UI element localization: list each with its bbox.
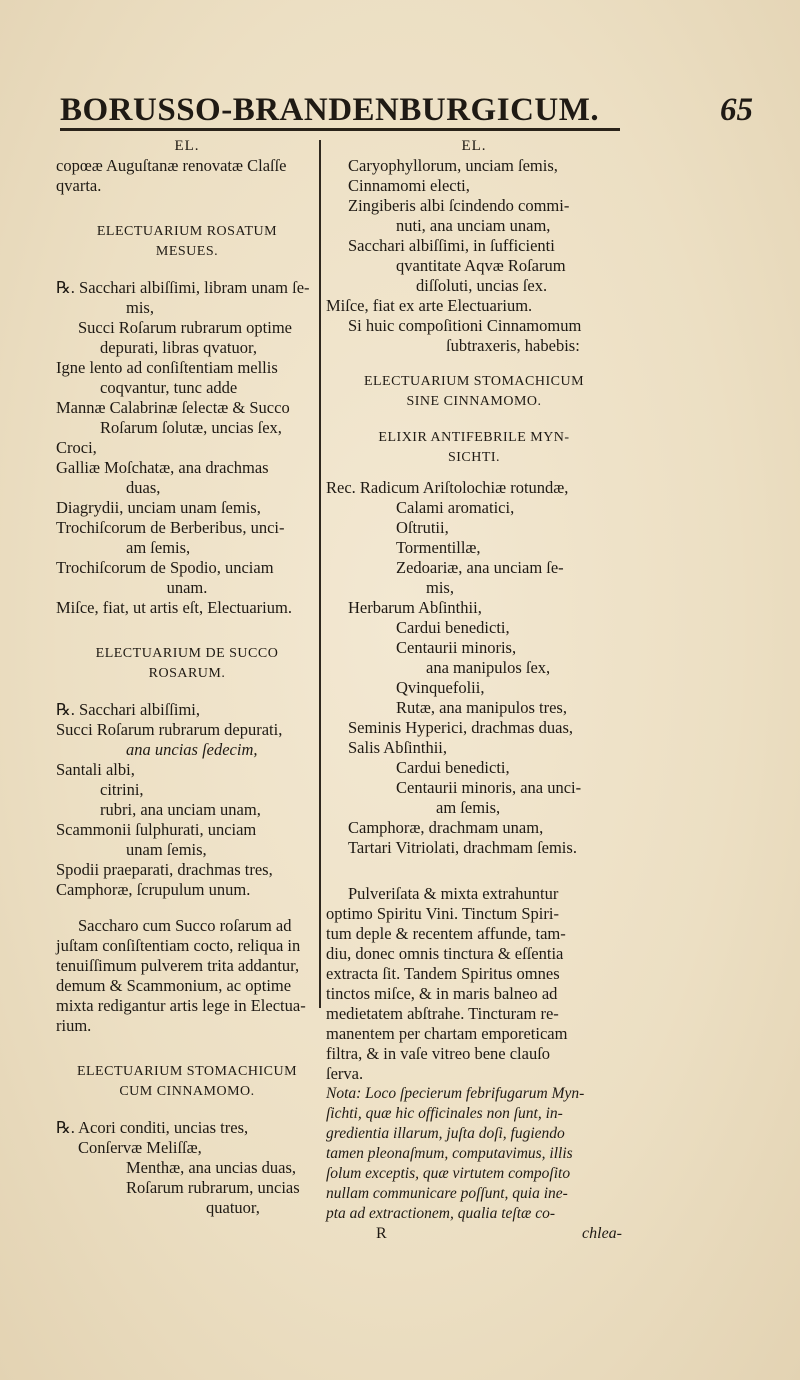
text-line: coqvantur, tunc adde (100, 378, 238, 397)
text-line: Galliæ Moſchatæ, ana drachmas (56, 458, 269, 477)
text-line: Igne lento ad conſiſtentiam mellis (56, 358, 278, 377)
column-head-right: EL. (461, 138, 487, 154)
text-line: Caryophyllorum, unciam ſemis, (348, 156, 558, 175)
text-line: Trochiſcorum de Spodio, unciam (56, 558, 274, 577)
text-line: demum & Scammonium, ac optime (56, 976, 292, 995)
running-head: BORUSSO-BRANDENBURGICUM. (60, 92, 600, 128)
text-line: mixta redigantur artis lege in Electua- (56, 996, 306, 1015)
text-line: mis, (426, 578, 454, 597)
text-line: citrini, (100, 780, 144, 799)
text-line: Cinnamomi electi, (348, 176, 470, 195)
text-line: medietatem abſtrahe. Tincturam re- (326, 1004, 559, 1023)
section-heading: ELECTUARIUM STOMACHICUM (363, 374, 585, 389)
text-line: ℞. Sacchari albiſſimi, (56, 700, 201, 719)
right-column (326, 136, 622, 1244)
text-line: Camphoræ, drachmam unam, (348, 818, 544, 837)
text-line: manentem per chartam emporeticam (326, 1024, 568, 1043)
text-line: Spodii praeparati, drachmas tres, (56, 860, 273, 879)
text-line: Roſarum ſolutæ, uncias ſex, (100, 418, 282, 437)
text-line: quatuor, (206, 1198, 260, 1217)
note-line: Nota: Loco ſpecierum febrifugarum Myn- (326, 1085, 585, 1102)
section-heading: ELIXIR ANTIFEBRILE MYN- (378, 430, 570, 445)
text-line: nuti, ana unciam unam, (396, 216, 551, 235)
text-line: Saccharo cum Succo roſarum ad (78, 916, 292, 935)
note-line: tamen pleonaſmum, computavimus, illis (326, 1145, 573, 1162)
text-line: Trochiſcorum de Berberibus, unci- (56, 518, 285, 537)
text-line: Diagrydii, unciam unam ſemis, (56, 498, 261, 517)
section-heading: SICHTI. (447, 450, 501, 465)
catchword: chlea- (582, 1225, 622, 1242)
text-line: Miſce, fiat ex arte Electuarium. (326, 296, 533, 315)
text-line: tinctos miſce, & in maris balneo ad (326, 984, 558, 1003)
text-line: ſerva. (326, 1064, 364, 1083)
section-heading: MESUES. (155, 244, 219, 259)
text-line: Mannæ Calabrinæ ſelectæ & Succo (56, 398, 290, 417)
section-heading: SINE CINNAMOMO. (406, 394, 542, 409)
text-line: Centaurii minoris, ana unci- (396, 778, 582, 797)
text-line: Zingiberis albi ſcindendo commi- (348, 196, 570, 215)
text-line: ℞. Acori conditi, uncias tres, (56, 1118, 249, 1137)
text-line: juſtam conſiſtentiam cocto, reliqua in (56, 936, 301, 955)
text-line: ℞. Sacchari albiſſimi, libram unam ſe- (56, 278, 310, 297)
text-line: tum deple & recentem affunde, tam- (326, 924, 566, 943)
text-line: Rec. Radicum Ariſtolochiæ rotundæ, (326, 478, 569, 497)
text-line: duas, (126, 478, 161, 497)
text-line: filtra, & in vaſe vitreo bene clauſo (326, 1044, 551, 1063)
text-line: Centaurii minoris, (396, 638, 517, 657)
text-line: ana manipulos ſex, (426, 658, 551, 677)
note-line: ſichti, quæ hic officinales non ſunt, in- (326, 1105, 563, 1122)
text-line: Camphoræ, ſcrupulum unum. (56, 880, 251, 899)
section-heading: ELECTUARIUM ROSATUM (96, 224, 278, 239)
text-line: Cardui benedicti, (396, 618, 510, 637)
section-heading: ELECTUARIUM STOMACHICUM (76, 1064, 298, 1079)
text-line: Salis Abſinthii, (348, 738, 448, 757)
text-line: Tartari Vitriolati, drachmam ſemis. (348, 838, 577, 857)
text-line: Menthæ, ana uncias duas, (126, 1158, 297, 1177)
text-line: Qvinquefolii, (396, 678, 485, 697)
text-line: copœæ Auguſtanæ renovatæ Claſſe (56, 156, 287, 175)
text-line: qvantitate Aqvæ Roſarum (396, 256, 566, 275)
text-line: Croci, (56, 438, 97, 457)
text-line: Conſervæ Meliſſæ, (78, 1138, 202, 1157)
text-line: unam ſemis, (126, 840, 207, 859)
section-heading: ROSARUM. (148, 666, 226, 681)
text-line: Sacchari albiſſimi, in ſufficienti (348, 236, 555, 255)
text-line: ana uncias ſedecim, (126, 740, 258, 759)
text-line: Miſce, fiat, ut artis eſt, Electuarium. (56, 598, 292, 617)
note-line: pta ad extractionem, qualia teſtæ co- (326, 1205, 556, 1222)
left-column (56, 136, 318, 1218)
text-line: am ſemis, (436, 798, 501, 817)
text-line: extracta ſit. Tandem Spiritus omnes (326, 964, 560, 983)
page-number: 65 (720, 92, 753, 128)
text-line: Tormentillæ, (396, 538, 481, 557)
text-line: Calami aromatici, (396, 498, 515, 517)
section-heading: CUM CINNAMOMO. (119, 1084, 255, 1099)
text-line: rium. (56, 1016, 92, 1035)
text-line: Seminis Hyperici, drachmas duas, (348, 718, 573, 737)
text-line: unam. (166, 578, 208, 597)
text-line: depurati, libras qvatuor, (100, 338, 257, 357)
text-line: Zedoariæ, ana unciam ſe- (396, 558, 564, 577)
text-line: am ſemis, (126, 538, 191, 557)
text-line: diſſoluti, uncias ſex. (416, 276, 548, 295)
note-line: nullam communicare poſſunt, quia ine- (326, 1185, 568, 1202)
text-line: Roſarum rubrarum, uncias (126, 1178, 300, 1197)
text-line: Oſtrutii, (396, 518, 449, 537)
text-line: optimo Spiritu Vini. Tinctum Spiri- (326, 904, 559, 923)
text-line: Cardui benedicti, (396, 758, 510, 777)
text-line: Herbarum Abſinthii, (348, 598, 482, 617)
text-line: Scammonii ſulphurati, unciam (56, 820, 257, 839)
text-line: Santali albi, (56, 760, 135, 779)
text-line: mis, (126, 298, 154, 317)
column-divider (319, 140, 321, 1008)
page-footer (326, 1224, 622, 1244)
text-line: Succi Roſarum rubrarum depurati, (56, 720, 283, 739)
text-line: qvarta. (56, 176, 102, 195)
text-line: Pulveriſata & mixta extrahuntur (348, 884, 559, 903)
text-line: diu, donec omnis tinctura & eſſentia (326, 944, 564, 963)
text-line: rubri, ana unciam unam, (100, 800, 261, 819)
section-heading: ELECTUARIUM DE SUCCO (95, 646, 279, 661)
text-line: tenuiſſimum pulverem trita addantur, (56, 956, 300, 975)
note-line: gredientia illarum, juſta doſi, fugiendo (326, 1125, 565, 1142)
signature-mark: R (376, 1225, 387, 1242)
header-rule (60, 128, 620, 131)
column-head-left: EL. (174, 138, 200, 154)
text-line: ſubtraxeris, habebis: (446, 336, 580, 355)
text-line: Rutæ, ana manipulos tres, (396, 698, 567, 717)
text-line: Succi Roſarum rubrarum optime (78, 318, 292, 337)
text-line: Si huic compoſitioni Cinnamomum (348, 316, 582, 335)
note-line: ſolum exceptis, quæ virtutem compoſito (326, 1165, 571, 1182)
